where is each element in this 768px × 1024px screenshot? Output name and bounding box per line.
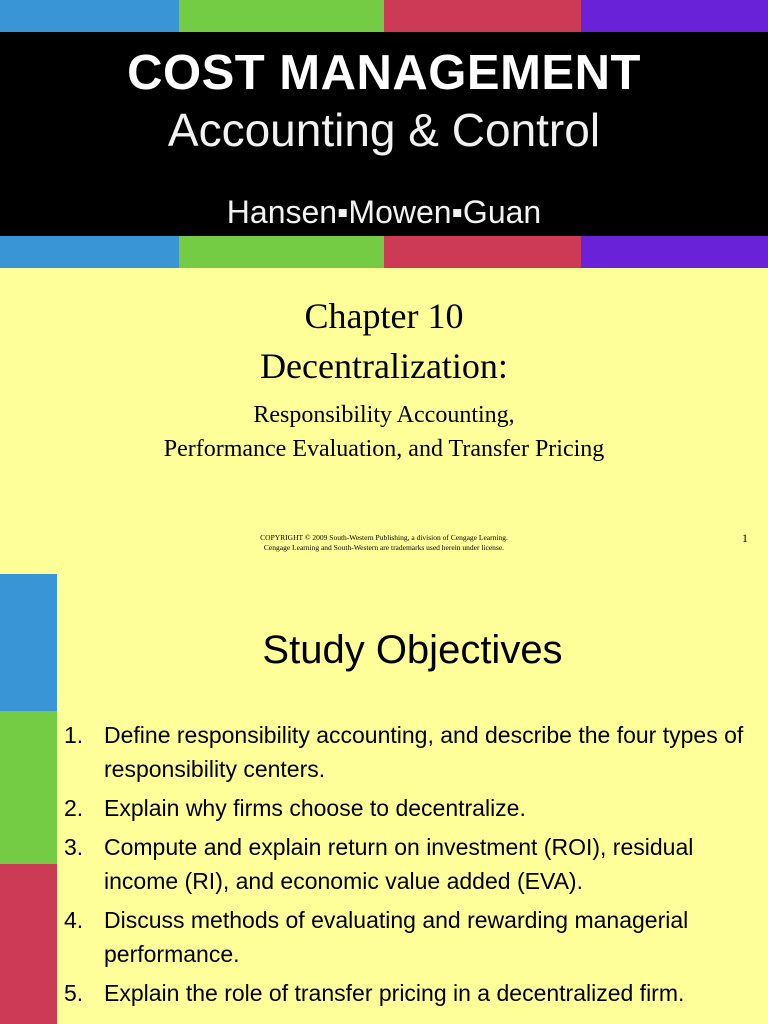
page-number: 1 <box>742 531 748 545</box>
chapter-subtitle-line: Performance Evaluation, and Transfer Pricing <box>163 436 605 462</box>
chapter-heading <box>0 292 768 466</box>
objective-number: 4. <box>64 907 84 933</box>
color-segment <box>384 0 581 32</box>
objective-item <box>64 830 744 898</box>
objectives-list <box>64 718 744 1015</box>
chapter-subtitle-line: Responsibility Accounting, <box>253 402 515 428</box>
color-segment <box>0 864 57 1024</box>
copyright-notice <box>0 533 768 553</box>
color-segment <box>0 0 179 32</box>
book-subtitle: Accounting & Control <box>167 104 601 156</box>
copyright-line: Cengage Learning and South-Western are trademarks used herein under license. <box>263 543 505 552</box>
color-segment <box>179 236 384 268</box>
color-segment <box>0 236 179 268</box>
chapter-number: Chapter 10 <box>304 296 464 336</box>
book-authors: Hansen▪Mowen▪Guan <box>226 194 542 230</box>
objectives-slide <box>0 574 768 1024</box>
color-segment <box>0 574 57 711</box>
color-segment <box>581 0 768 32</box>
copyright-line: COPYRIGHT © 2009 South-Western Publishing, a division of Cengage Learning. <box>260 533 508 542</box>
objective-text: Explain the role of transfer pricing in a decentralized firm. <box>104 980 685 1006</box>
left-color-bar <box>0 574 57 1024</box>
slide-title: Study Objectives <box>262 628 563 672</box>
chapter-title: Decentralization: <box>260 346 508 386</box>
color-segment <box>179 0 384 32</box>
objective-item <box>64 791 744 825</box>
top-color-bar <box>0 0 768 32</box>
objective-number: 1. <box>64 722 84 748</box>
objective-text: Define responsibility accounting, and describe the four types of responsibility centers. <box>104 722 744 782</box>
objective-number: 5. <box>64 980 84 1006</box>
color-segment <box>0 711 57 864</box>
objective-text: Explain why firms choose to decentralize. <box>104 795 526 821</box>
book-title: COST MANAGEMENT <box>127 46 641 100</box>
objective-item <box>64 903 744 971</box>
header-band <box>0 32 768 236</box>
objective-text: Discuss methods of evaluating and rewarding managerial performance. <box>104 907 689 967</box>
chapter-subtitle <box>0 398 768 466</box>
color-segment <box>581 236 768 268</box>
objective-number: 3. <box>64 834 84 860</box>
bottom-color-bar <box>0 236 768 268</box>
color-segment <box>384 236 581 268</box>
objective-number: 2. <box>64 795 84 821</box>
objective-item <box>64 976 744 1010</box>
objective-text: Compute and explain return on investment (ROI), residual income (RI), and economic value added (EVA). <box>104 834 694 894</box>
objective-item <box>64 718 744 786</box>
